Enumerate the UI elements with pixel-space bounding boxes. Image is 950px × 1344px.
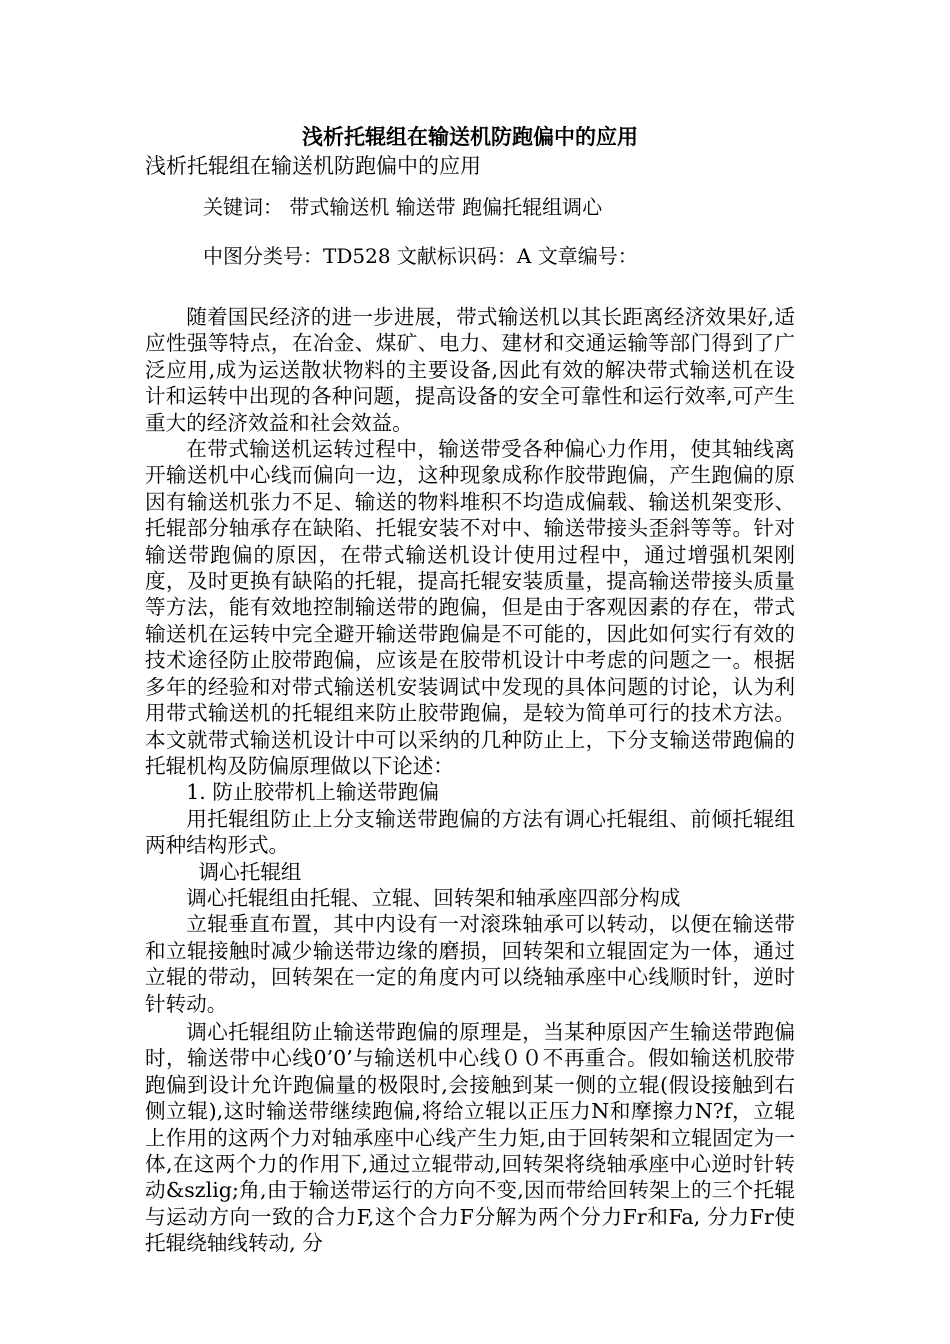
- document-page: [145, 122, 795, 1257]
- section-heading: 1. 防止胶带机上输送带跑偏: [186, 780, 439, 805]
- subsection-heading: 调心托辊组: [198, 859, 302, 884]
- document-subtitle: 浅析托辊组在输送机防跑偏中的应用: [145, 154, 481, 178]
- paragraph-vertical-roller: 立辊垂直布置，其中内设有一对滚珠轴承可以转动，以便在输送带和立辊接触时减少输送带边缘的磨损，回转架和立辊固定为一体，通过立辊的带动，回转架在一定的角度内可以绕轴承座中心线顺时针，逆时针转动。: [145, 912, 795, 1016]
- keywords-line: 关键词： 带式输送机 输送带 跑偏托辊组调心: [203, 195, 603, 219]
- paragraph-composition: 调心托辊组由托辊、立辊、回转架和轴承座四部分构成: [186, 885, 681, 910]
- paragraph-methods: 用托辊组防止上分支输送带跑偏的方法有调心托辊组、前倾托辊组两种结构形式。: [145, 806, 795, 858]
- document-title: 浅析托辊组在输送机防跑偏中的应用: [302, 124, 638, 149]
- paragraph-introduction: 随着国民经济的进一步进展，带式输送机以其长距离经济效果好,适应性强等特点，在冶金、煤矿、电力、建材和交通运输等部门得到了广泛应用,成为运送散状物料的主要设备,因此有效的解决带式输送机在设计和运转中出现的各种问题，提高设备的安全可靠性和运行效率,可产生重大的经济效益和社会效益。: [145, 305, 795, 435]
- paragraph-deviation-causes: 在带式输送机运转过程中，输送带受各种偏心力作用，使其轴线离开输送机中心线而偏向一边，这种现象成称作胶带跑偏，产生跑偏的原因有输送机张力不足、输送的物料堆积不均造成偏载、输送机架变形、托辊部分轴承存在缺陷、托辊安装不对中、输送带接头歪斜等等。针对输送带跑偏的原因，在带式输送机设计使用过程中，通过增强机架刚度，及时更换有缺陷的托辊，提高托辊安装质量，提高输送带接头质量等方法，能有效地控制输送带的跑偏，但是由于客观因素的存在，带式输送机在运转中完全避开输送带跑偏是不可能的，因此如何实行有效的技术途径防止胶带跑偏，应该是在胶带机设计中考虑的问题之一。根据多年的经验和对带式输送机安装调试中发现的具体问题的讨论，认为利用带式输送机的托辊组来防止胶带跑偏，是较为简单可行的技术方法。本文就带式输送机设计中可以采纳的几种防止上，下分支输送带跑偏的托辊机构及防偏原理做以下论述：: [145, 437, 795, 778]
- article-body: [145, 304, 795, 1257]
- paragraph-principle: 调心托辊组防止输送带跑偏的原理是，当某种原因产生输送带跑偏时，输送带中心线0’0’与输送机中心线００不再重合。假如输送机胶带跑偏到设计允许跑偏量的极限时,会接触到某一侧的立辊(假设接触到右侧立辊),这时输送带继续跑偏,将给立辊以正压力N和摩擦力N?f，立辊上作用的这两个力对轴承座中心线产生力矩,由于回转架和立辊固定为一体,在这两个力的作用下,通过立辊带动,回转架将绕轴承座中心逆时针转动&szlig;角,由于输送带运行的方向不变,因而带给回转架上的三个托辊与运动方向一致的合力F,这个合力F分解为两个分力Fr和Fa, 分力Fr使托辊绕轴线转动, 分: [145, 1019, 795, 1256]
- classification-line: 中图分类号：TD528 文献标识码：A 文章编号：: [203, 244, 638, 268]
